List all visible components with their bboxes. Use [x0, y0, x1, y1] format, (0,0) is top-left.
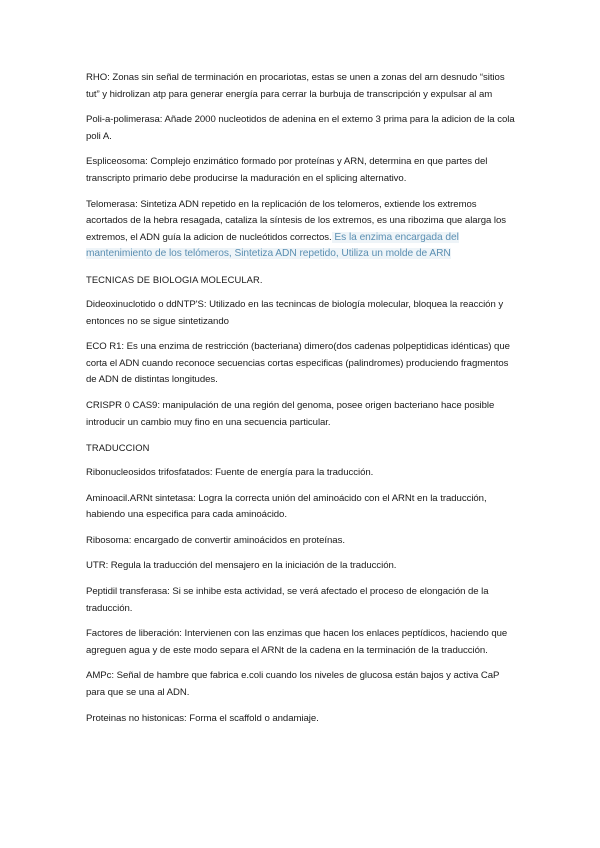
paragraph-proteinas-no-histonicas: Proteinas no histonicas: Forma el scaffold o andamiaje.	[86, 712, 319, 724]
section-heading-tecnicas: TECNICAS DE BIOLOGIA MOLECULAR.	[86, 273, 263, 285]
paragraph-poli-a-polimerasa: Poli-a-polimerasa: Añade 2000 nucleotidos de adenina en el extemo 3 prima para la adicion de la cola poli A.	[86, 114, 515, 142]
paragraph-peptidil-transferasa: Peptidil transferasa: Si se inhibe esta actividad, se verá afectado el proceso de elongación de la traducción.	[86, 586, 489, 614]
paragraph-aminoacil: Aminoacil.ARNt sintetasa: Logra la correcta unión del aminoácido con el ARNt en la traducción, habiendo una especifica para cada aminoácido.	[86, 492, 487, 521]
paragraph-factores-liberacion: Factores de liberación: Intervienen con las enzimas que hacen los enlaces peptídicos, haciendo que agreguen agua y de este modo separa el ARNt de la cadena en la terminación de la traducción.	[86, 628, 508, 656]
paragraph-utr: UTR: Regula la traducción del mensajero en la iniciación de la traducción.	[86, 560, 397, 572]
paragraph-telomerasa	[86, 197, 516, 263]
paragraph-eco-r1: ECO R1: Es una enzima de restricción (bacteriana) dimero(dos cadenas polpeptidicas idénticas) que corta el ADN cuando reconoce secuencias cortas especificas (palindromes) produciendo fragmentos de ADN de distintas longitudes.	[86, 341, 510, 386]
section-heading-traduccion: TRADUCCION	[86, 442, 150, 454]
paragraph-ampc: AMPc: Señal de hambre que fabrica e.coli cuando los niveles de glucosa están bajos y activa CaP para que se una al ADN.	[86, 670, 500, 699]
paragraph-ribosoma: Ribosoma: encargado de convertir aminoácidos en proteínas.	[86, 534, 345, 546]
document-page	[86, 70, 516, 736]
paragraph-crispr: CRISPR 0 CAS9: manipulación de una región del genoma, posee origen bacteriano hace posible introducir un cambio muy fino en una secuencia particular.	[86, 399, 495, 428]
highlighted-text: Es la enzima encargada del mantenimiento de los telómeros, Sintetiza ADN repetido, Utiliza un molde de ARN	[86, 231, 459, 260]
paragraph-ribonucleosidos: Ribonucleosidos trifosfatados: Fuente de energía para la traducción.	[86, 467, 374, 479]
telomerasa-text: Telomerasa: Sintetiza ADN repetido en la replicación de los telomeros, extiende los extremos acortados de la hebra resagada, cataliza la síntesis de los extremos, es una ribozima que alarga los extremos, el ADN guía la adicion de nucleótidos correctos.	[86, 198, 507, 243]
paragraph-dideoxinucleotido: Dideoxinuclotido o ddNTP'S: Utilizado en las tecnincas de biología molecular, bloquea la reacción y entonces no se sigue sintetizando	[86, 298, 504, 327]
paragraph-rho: RHO: Zonas sin señal de terminación en procariotas, estas se unen a zonas del arn desnudo “sitios tut” y hidrolizan atp para generar energía para cerrar la burbuja de transcripción y expulsar al am	[86, 72, 505, 100]
paragraph-espliceosoma: Espliceosoma: Complejo enzimático formado por proteínas y ARN, determina en que partes del transcripto primario debe producirse la maduración en el splicing alternativo.	[86, 156, 488, 184]
